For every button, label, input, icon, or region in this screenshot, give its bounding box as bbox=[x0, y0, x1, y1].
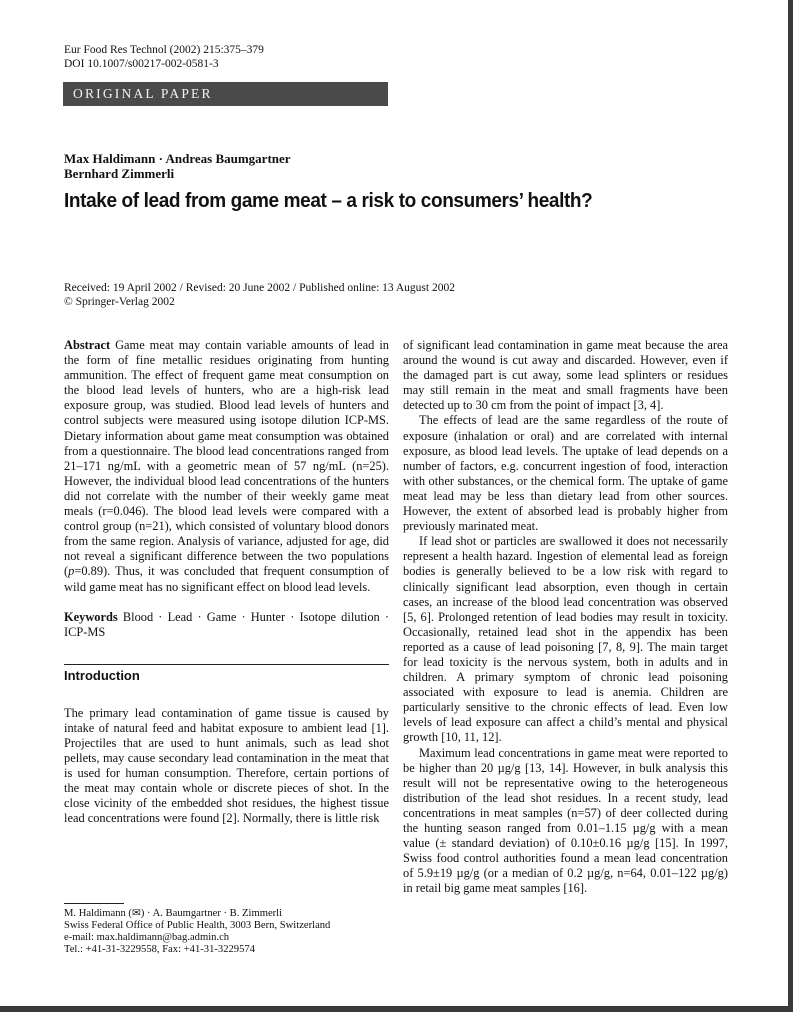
left-column bbox=[64, 338, 389, 827]
body-paragraph-2: The effects of lead are the same regardless of the route of exposure (inhalation or oral) and are correlated with internal exposure, as blood lead levels. The uptake of lead depends on a number of factors, e.g. concurrent ingestion of food, interaction with other substances, or the chemical form. The uptake of game meat lead may be less than dietary lead from other sources. However, the extent of absorbed lead is probably higher from previously marinated meat. bbox=[403, 413, 728, 534]
page-frame-bottom bbox=[0, 1006, 793, 1012]
doi: DOI 10.1007/s00217-002-0581-3 bbox=[64, 58, 219, 70]
abstract bbox=[64, 338, 389, 595]
authors-line-1: Max Haldimann · Andreas Baumgartner bbox=[64, 151, 291, 166]
article-type-banner: ORIGINAL PAPER bbox=[63, 82, 388, 106]
right-column bbox=[403, 338, 728, 896]
body-paragraph-3: If lead shot or particles are swallowed it does not necessarily represent a health hazard. Ingestion of elemental lead as foreign bodies is generally believed to be a low risk with regard to clinically significant lead absorption, even though in certain cases, an increase of the blood lead concentration was observed [5, 6]. Prolonged retention of lead bodies may result in toxicity. Occasionally, retained lead shot in the appendix has been reported as a cause of lead poisoning [7, 8, 9]. The main target for lead toxicity is the nervous system, both in adults and in children. A primary symptom of chronic lead poisoning associated with exposure to lead is anemia. Children are particularly sensitive to the chronic effects of lead. Even low levels of lead exposure can affect a child’s mental and physical growth [10, 11, 12]. bbox=[403, 534, 728, 745]
author-footnote bbox=[64, 908, 394, 956]
abstract-text-end: =0.89). Thus, it was concluded that frequent consumption of wild game meat has no significant effect on blood lead levels. bbox=[64, 564, 389, 594]
footnote-phone: Tel.: +41-31-3229558, Fax: +41-31-3229574 bbox=[64, 943, 255, 955]
author-list bbox=[64, 152, 291, 181]
keywords bbox=[64, 610, 389, 640]
abstract-p-symbol: p bbox=[68, 564, 75, 579]
dates-line: Received: 19 April 2002 / Revised: 20 June 2002 / Published online: 13 August 2002 bbox=[64, 282, 455, 294]
journal-citation bbox=[64, 43, 264, 71]
authors-line-2: Bernhard Zimmerli bbox=[64, 165, 175, 181]
journal-reference: Eur Food Res Technol (2002) 215:375–379 bbox=[64, 44, 264, 56]
introduction-heading: Introduction bbox=[64, 667, 140, 683]
page-frame-right bbox=[788, 0, 793, 1012]
section-rule bbox=[64, 664, 389, 665]
body-paragraph-4: Maximum lead concentrations in game meat were reported to be higher than 20 µg/g [13, 14]. However, in bulk analysis this result will not be representative owing to the heterogeneous distribution of the lead shot residues. In a recent study, lead concentrations in meat samples (n=57) of deer collected during the hunting season ranged from 0.01–1.15 µg/g with a mean value (± standard deviation) of 0.10±0.16 µg/g [15]. In 1997, Swiss food control authorities found a mean lead concentration of 5.9±19 µg/g (or a median of 0.2 µg/g, n=64, 0.01–122 µg/g) in retail big game meat samples [16]. bbox=[403, 745, 728, 896]
footnote-authors: M. Haldimann (✉) · A. Baumgartner · B. Zimmerli bbox=[64, 908, 283, 919]
footnote-rule bbox=[64, 903, 124, 904]
copyright-line: © Springer-Verlag 2002 bbox=[64, 295, 175, 308]
abstract-label: Abstract bbox=[64, 338, 111, 352]
footnote-email: e-mail: max.haldimann@bag.admin.ch bbox=[64, 931, 230, 943]
body-paragraph-1: of significant lead contamination in game meat because the area around the wound is cut away and discarded. However, even if the damaged part is cut away, some lead splinters or residues may still remain in the meat and small fragments have been detected up to 30 cm from the point of impact [3, 4]. bbox=[403, 338, 728, 413]
keywords-label: Keywords bbox=[64, 609, 118, 624]
publication-dates bbox=[64, 282, 455, 309]
abstract-text: Game meat may contain variable amounts of lead in the form of fine metallic residues originating from hunting ammunition. The effect of frequent game meat consumption on the blood lead levels of hunters, who are a high-risk lead exposure group, was studied. Blood lead levels of hunters and control subjects were measured using isotope dilution ICP-MS. Dietary information about game meat consumption was obtained from a questionnaire. The blood lead concentrations ranged from 21–171 ng/mL with a geometric mean of 57 ng/mL (n=25). However, the individual blood lead concentrations of the hunters did not correlate with the number of their weekly game meat meals (r=0.046). The blood lead levels were compared with a control group (n=21), which consisted of voluntary blood donors from the same region. Analysis of variance, adjusted for age, did not reveal a significant difference between the two populations ( bbox=[64, 338, 389, 579]
paper-title: Intake of lead from game meat – a risk to consumers’ health? bbox=[64, 190, 593, 212]
introduction-paragraph-1: The primary lead contamination of game tissue is caused by intake of natural feed and habitat exposure to ambient lead [1]. Projectiles that are used to hunt animals, such as lead shot pellets, may cause secondary lead contamination in the meat that is used for human consumption. Therefore, certain portions of the meat may contain whole or discrete pieces of shot. In the close vicinity of the embedded shot residues, the highest tissue lead concentrations were found [2]. Normally, there is little risk bbox=[64, 705, 389, 826]
footnote-affiliation: Swiss Federal Office of Public Health, 3003 Bern, Switzerland bbox=[64, 919, 331, 931]
keywords-text: Blood · Lead · Game · Hunter · Isotope dilution · ICP-MS bbox=[64, 609, 389, 639]
